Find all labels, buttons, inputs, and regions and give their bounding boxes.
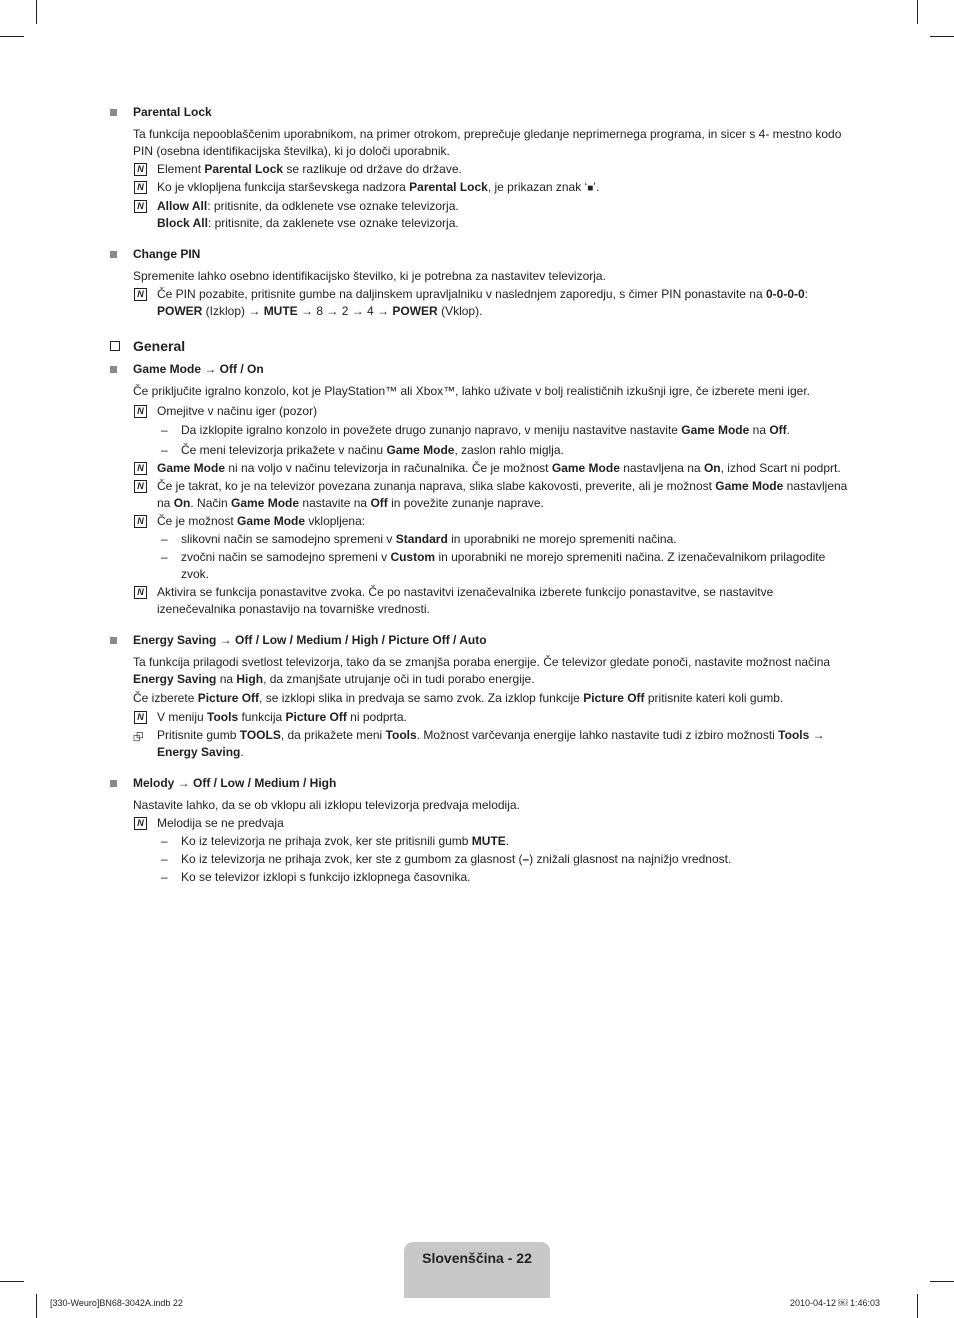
tools-note-item: ⮺ Pritisnite gumb TOOLS, da prikažete meni Tools. Možnost varčevanja energije lahko nastavite tudi z izbiro možnosti Tools → Energy Saving. (133, 728, 825, 759)
note-item: N Melodija se ne predvaja (110, 815, 850, 832)
note-icon: N (134, 181, 147, 194)
game-mode-heading (110, 361, 850, 378)
note-icon: N (134, 711, 147, 724)
change-pin-desc: Spremenite lahko osebno identifikacijsko številko, ki je potrebna za nastavitev televizorja. (133, 269, 606, 283)
crop-mark-tl-v (36, 0, 37, 24)
lock-icon: ■ (587, 183, 594, 194)
dash-item: – Ko iz televizorja ne prihaja zvok, ker ste z gumbom za glasnost (–) znižali glasnost na najnižjo vrednost. (161, 852, 732, 866)
dash-item: – Ko iz televizorja ne prihaja zvok, ker ste pritisnili gumb MUTE. (161, 834, 510, 848)
note-icon: N (134, 288, 147, 301)
note-item: N Če je takrat, ko je na televizor povezana zunanja naprava, slika slabe kakovosti, preverite, ali je možnost Game Mode nastavljena na On. Način Game Mode nastavite na Off in povežite zunanje naprave. (110, 478, 850, 512)
square-bullet-icon (110, 637, 117, 644)
note-icon: N (134, 405, 147, 418)
note-item: N Element Parental Lock se razlikuje od države do države. (110, 161, 850, 178)
general-section-title: General (110, 338, 850, 355)
note-icon: N (134, 586, 147, 599)
note-item: N Aktivira se funkcija ponastavitve zvoka. Če po nastavitvi izenačevalnika izberete funkcijo ponastavitve, se nastavitve izenečevalnika ponastavijo na tovarniške vrednosti. (110, 584, 850, 618)
parental-lock-desc: Ta funkcija nepooblaščenim uporabnikom, na primer otrokom, preprečuje gledanje neprimernega programa, in sicer s 4- mestno kodo PIN (osebna identifikacijska številka), ki jo določi uporabnik. (133, 127, 842, 158)
tools-icon: ⮺ (133, 729, 144, 744)
melody-desc: Nastavite lahko, da se ob vklopu ali izklopu televizorja predvaja melodija. (133, 798, 520, 812)
heading-text: Game Mode → Off / On (133, 362, 264, 376)
dash-icon: – (161, 443, 168, 457)
dash-item: – slikovni način se samodejno spremeni v Standard in uporabniki ne morejo spremeniti načina. (161, 532, 677, 546)
page-number-label: Slovenščina - 22 (422, 1250, 532, 1266)
file-info-right: 2010-04-12 ￼ 1:46:03 (790, 1298, 881, 1308)
crop-mark-bl-h (0, 1281, 24, 1282)
heading-text: Melody → Off / Low / Medium / High (133, 776, 337, 790)
crop-mark-tr-h (930, 36, 954, 37)
crop-mark-tl-h (0, 36, 24, 37)
dash-icon: – (161, 852, 168, 866)
square-bullet-icon (110, 366, 117, 373)
energy-saving-desc-2: Če izberete Picture Off, se izklopi slika in predvaja se samo zvok. Za izklop funkcije Picture Off pritisnite kateri koli gumb. (133, 691, 784, 705)
note-icon: N (134, 462, 147, 475)
note-item: N V meniju Tools funkcija Picture Off ni podprta. (110, 709, 850, 726)
dash-icon: – (161, 550, 168, 564)
heading-text: Change PIN (133, 247, 201, 261)
note-item: N Omejitve v načinu iger (pozor) (110, 403, 850, 420)
dash-icon: – (161, 423, 168, 437)
square-bullet-icon (110, 109, 117, 116)
note-item: N Če PIN pozabite, pritisnite gumbe na daljinskem upravljalniku v naslednjem zaporedju, s čimer PIN ponastavite na 0-0-0-0: POWER (Izklop) → MUTE → 8 → 2 → 4 → POWER (Vklop). (110, 286, 850, 320)
checkbox-icon (110, 341, 120, 351)
manual-content (110, 104, 850, 886)
square-bullet-icon (110, 780, 117, 787)
dash-icon: – (161, 834, 168, 848)
crop-mark-br-v (917, 1294, 918, 1318)
crop-mark-br-h (930, 1281, 954, 1282)
file-info-left: [330-Weuro]BN68-3042A.indb 22 (50, 1298, 183, 1308)
note-item: N Game Mode ni na voljo v načinu televizorja in računalnika. Če je možnost Game Mode nastavljena na On, izhod Scart ni podprt. (110, 460, 850, 477)
note-icon: N (134, 817, 147, 830)
melody-heading (110, 775, 850, 792)
note-icon: N (134, 515, 147, 528)
change-pin-heading (110, 246, 850, 263)
heading-text: Energy Saving → Off / Low / Medium / High / Picture Off / Auto (133, 633, 487, 647)
note-item: N Ko je vklopljena funkcija starševskega nadzora Parental Lock, je prikazan znak ‘■’. (110, 179, 850, 197)
parental-lock-heading (110, 104, 850, 121)
note-icon: N (134, 163, 147, 176)
note-icon: N (134, 200, 147, 213)
crop-mark-tr-v (917, 0, 918, 24)
dash-item: – Da izklopite igralno konzolo in povežete drugo zunanjo napravo, v meniju nastavitve nastavite Game Mode na Off. (161, 423, 790, 437)
dash-icon: – (161, 870, 168, 884)
energy-saving-heading (110, 632, 850, 649)
game-mode-desc: Če priključite igralno konzolo, kot je PlayStation™ ali Xbox™, lahko uživate v bolj realističnih izkušnji igre, če izberete meni iger. (133, 384, 810, 398)
dash-item: – Če meni televizorja prikažete v načinu Game Mode, zaslon rahlo miglja. (161, 443, 564, 457)
note-icon: N (134, 480, 147, 493)
dash-item: – zvočni način se samodejno spremeni v Custom in uporabniki ne morejo spremeniti načina. Z izenačevalnikom prilagodite zvok. (161, 550, 826, 581)
note-item: N Če je možnost Game Mode vklopljena: (110, 513, 850, 530)
note-item: N Allow All: pritisnite, da odklenete vse oznake televizorja. Block All: pritisnite, da zaklenete vse oznake televizorja. (110, 198, 850, 232)
crop-mark-bl-v (36, 1294, 37, 1318)
square-bullet-icon (110, 251, 117, 258)
heading-text: Parental Lock (133, 105, 212, 119)
energy-saving-desc: Ta funkcija prilagodi svetlost televizorja, tako da se zmanjša poraba energije. Če televizor gledate ponoči, nastavite možnost načina Energy Saving na High, da zmanjšate utrujanje oči in tudi porabo energije. (133, 655, 831, 686)
dash-item: – Ko se televizor izklopi s funkcijo izklopnega časovnika. (161, 870, 471, 884)
dash-icon: – (161, 532, 168, 546)
